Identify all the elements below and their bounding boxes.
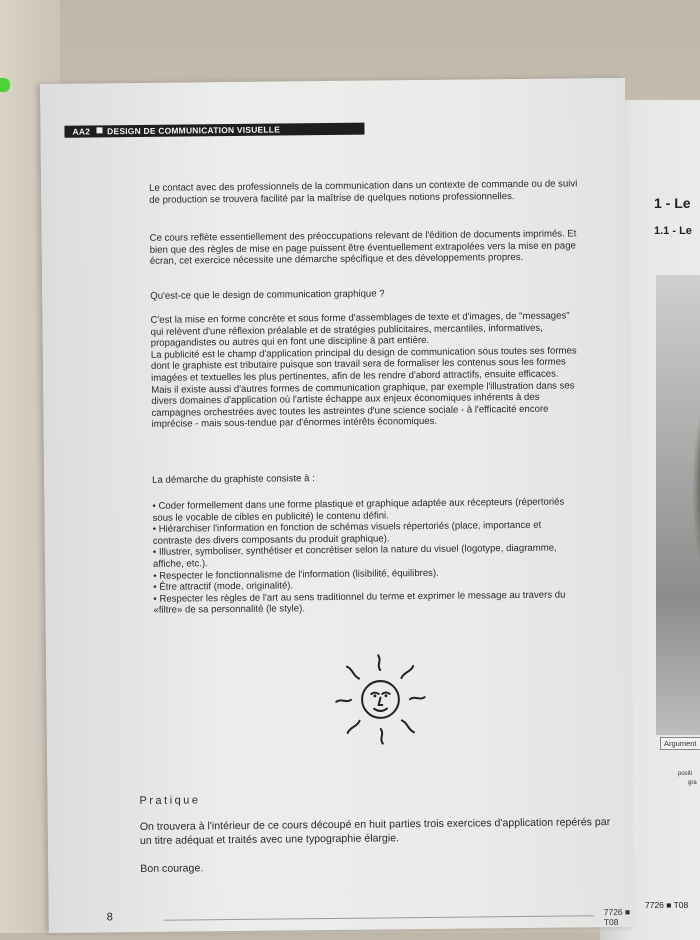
right-small-line-2: gra — [688, 780, 697, 786]
paragraph-illustration: Mais il existe aussi d'autres formes de communication graphique, par exemple l'illustration dans ses divers domaines d'application où l'artiste échappe aux enjeux économiques inhérents à des campagnes orchestrées avec toutes les astreintes d'une science sociale - à l'efficacité encore imprécise - mais sous-tendue par d'énormes intérêts économiques. — [151, 379, 575, 431]
right-caption: Argument — [660, 737, 700, 750]
green-marker — [0, 78, 10, 92]
definition-block — [150, 310, 581, 430]
section-header — [64, 123, 364, 138]
sun-illustration — [334, 653, 427, 746]
tree-image — [692, 390, 700, 590]
paragraph-approach: La démarche du graphiste consiste à : — [152, 473, 315, 486]
list-item: • Être attractif (mode, originalité). — [153, 580, 294, 593]
square-icon — [96, 127, 102, 133]
right-small-line-1: positi — [678, 771, 693, 777]
right-footer-code: 7726 ■ T08 — [645, 900, 689, 910]
list-item: • Respecter le fonctionnalisme de l'information (lisibilité, équilibres). — [153, 567, 439, 582]
right-heading-2: 1.1 - Le — [654, 225, 692, 237]
section-code: AA2 — [72, 126, 91, 137]
list-item: • Respecter les règles de l'art au sens traditionnel du terme et exprimer le message au travers du «filtre» de sa personnalité (le style). — [153, 589, 566, 617]
question-heading: Qu'est-ce que le design de communication graphique ? — [150, 288, 385, 302]
list-item: • Coder formellement dans une forme plastique et graphique adaptée aux récepteurs (répertoriés sous le vocable de cibles en publicité) le contenu défini. — [152, 496, 565, 524]
list-item: • Hiérarchiser l'information en fonction de schémas visuels répertoriés (place, importance et contraste des divers composants du produit graphique). — [152, 519, 542, 547]
paragraph-publicity: La publicité est le champ d'application principal du design de communication sous toutes ses formes dont le graphiste est tributaire puisque son travail sera de formaliser les contenus sous les formes imagées et textuelles les plus pertinentes, afin de les rendre d'abord attractifs, ensuite efficaces. — [150, 345, 577, 384]
pratique-text: On trouvera à l'intérieur de ce cours découpé en huit parties trois exercices d'application repérés par un titre adéquat et traités avec une typographie élargie. — [139, 816, 611, 847]
paragraph-definition: C'est la mise en forme concrète et sous forme d'assemblages de texte et d'images, de "messages" qui relèvent d'une réflexion préalable et de stratégies publicitaires, mercantiles, informatives, propagandistes ou autres qui en font une discipline à part entière. — [150, 310, 570, 350]
paragraph-intro: Le contact avec des professionnels de la communication dans un contexte de commande ou de suivi de production se trouvera facilité par la maîtrise de quelques notions professionnelles. — [149, 178, 578, 206]
list-item: • Illustrer, symboliser, synthétiser et concrétiser selon la nature du visuel (logotype, diagramme, affiche, etc.). — [152, 542, 557, 570]
paragraph-scope: Ce cours reflète essentiellement des préoccupations relevant de l'édition de documents imprimés. Et bien que des règles de mise en page puissent être éventuellement extrapolées vers la mise en page écran, cet exercice nécessite une démarche spécifique et des développements propres. — [149, 228, 577, 268]
page-number: 8 — [106, 911, 113, 924]
bullet-list — [152, 496, 583, 616]
closing-text: Bon courage. — [140, 862, 204, 875]
footer-code: 7726 ■ T08 — [603, 906, 631, 928]
pratique-title: Pratique — [139, 794, 201, 807]
section-title: DESIGN DE COMMUNICATION VISUELLE — [107, 124, 281, 137]
right-heading-1: 1 - Le — [654, 195, 691, 211]
left-page — [40, 78, 634, 933]
footer-divider — [164, 915, 594, 921]
right-small-text — [678, 770, 697, 788]
